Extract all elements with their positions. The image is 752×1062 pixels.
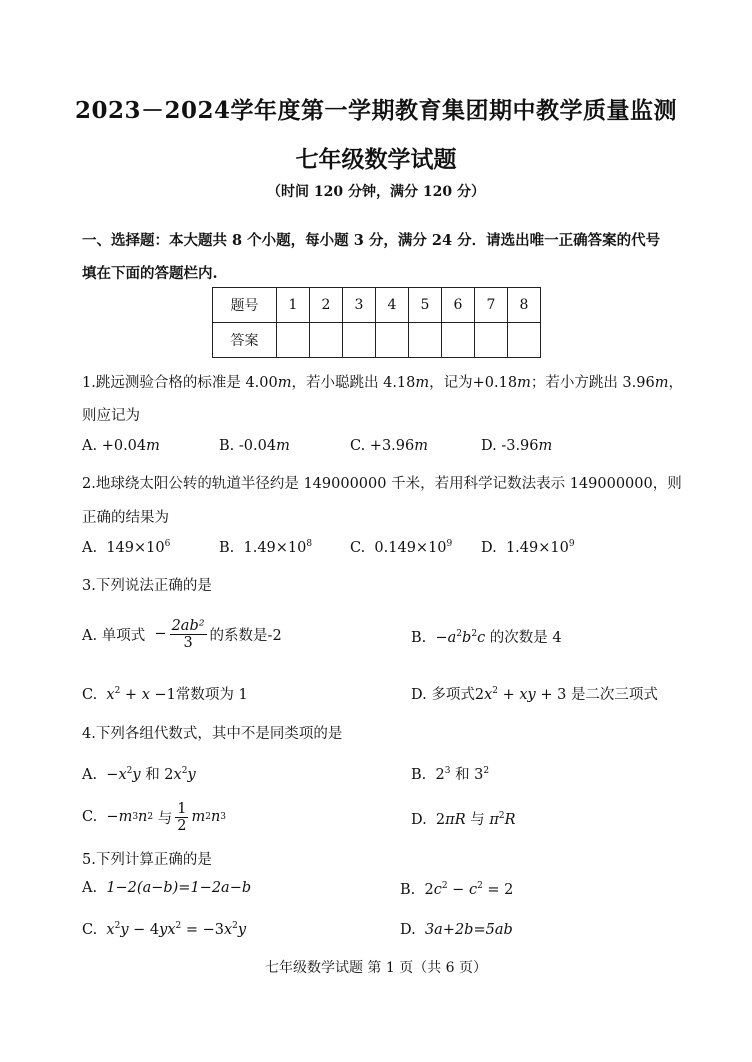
q1-option-d: D. -3.96m xyxy=(481,438,553,454)
section1-instruction-line1: 一、选择题：本大题共 8 个小题，每小题 3 分，满分 24 分．请选出唯一正确答案的代号 xyxy=(82,232,661,249)
answer-table xyxy=(212,287,541,358)
answer-table-number: 8 xyxy=(508,288,541,323)
q4-fraction: $\frac{1}{2}$ xyxy=(177,800,187,834)
answer-cell xyxy=(475,323,508,358)
q1-option-a: A. +0.04m xyxy=(82,438,160,454)
answer-table-row-number xyxy=(213,288,541,323)
answer-table-number: 6 xyxy=(442,288,475,323)
q2-option-b: B. $1.49\times 10^8$ xyxy=(219,539,313,556)
q3-option-a: A. 单项式 − $\frac{\text{2ab²}}{3}$ 的系数是-2 xyxy=(82,617,282,651)
exam-title: 2023－2024学年度第一学期教育集团期中教学质量监测 xyxy=(74,97,678,124)
answer-cell xyxy=(409,323,442,358)
q1-stem-line1: 1.跳远测验合格的标准是 4.00m，若小聪跳出 4.18m，记为+0.18m；若小方跳出 3.96m， xyxy=(82,375,683,391)
answer-cell xyxy=(343,323,376,358)
answer-cell xyxy=(442,323,475,358)
q4-option-c: C. − m 3 n 2 与 $\frac{1}{2}$ m 2 n 3 xyxy=(82,800,227,834)
page-footer: 七年级数学试题 第 1 页（共 6 页） xyxy=(264,960,488,976)
q1-option-c: C. +3.96m xyxy=(350,438,428,454)
answer-table-row-answer xyxy=(213,323,541,358)
answer-cell xyxy=(310,323,343,358)
answer-table-number: 7 xyxy=(475,288,508,323)
q4-option-a: A. $-x^2y$ 和 $2x^2y$ xyxy=(82,766,196,783)
answer-cell xyxy=(277,323,310,358)
q2-option-a: A. $149\times 10^6$ xyxy=(82,539,171,556)
q3-option-b: B. $-a^2b^2c$ 的次数是 4 xyxy=(411,629,562,646)
answer-table-number: 4 xyxy=(376,288,409,323)
q5-option-c: C. $x^2y - 4yx^2 = -3x^2y$ xyxy=(82,921,247,938)
q3-stem: 3.下列说法正确的是 xyxy=(82,578,212,594)
q5-option-b: B. $2c^2 - c^2 = 2$ xyxy=(400,881,514,898)
q4-option-b: B. $2^3$ 和 $3^2$ xyxy=(411,766,490,783)
q3-option-d: D. 多项式$2x^2$ + xy + 3 是二次三项式 xyxy=(411,686,658,703)
q2-option-d: D. $1.49\times 10^9$ xyxy=(481,539,575,556)
q5-option-a: A. 1−2(a−b)=1−2a−b xyxy=(82,880,252,896)
q1-option-b: B. -0.04m xyxy=(219,438,290,454)
section1-instruction-line2: 填在下面的答题栏内. xyxy=(82,265,218,282)
answer-table-number: 1 xyxy=(277,288,310,323)
time-note: （时间 120 分钟，满分 120 分） xyxy=(267,184,485,200)
answer-table-number: 5 xyxy=(409,288,442,323)
q4-stem: 4.下列各组代数式，其中不是同类项的是 xyxy=(82,726,343,742)
answer-cell xyxy=(508,323,541,358)
q5-option-d: D. 3a+2b=5ab xyxy=(400,922,513,938)
q4-option-d: D. 2πR 与 $\pi^2R$ xyxy=(411,811,516,828)
q3-option-c: C. $x^2 + x -1$常数项为 1 xyxy=(82,686,248,703)
q1-stem-line2: 则应记为 xyxy=(82,408,140,424)
answer-table-number: 3 xyxy=(343,288,376,323)
answer-table-number: 2 xyxy=(310,288,343,323)
q2-stem-line2: 正确的结果为 xyxy=(82,510,169,526)
exam-subtitle: 七年级数学试题 xyxy=(295,146,457,173)
answer-table-answer-label: 答案 xyxy=(213,323,277,358)
q5-stem: 5.下列计算正确的是 xyxy=(82,852,212,868)
q2-option-c: C. $0.149\times 10^9$ xyxy=(350,539,453,556)
q3-fraction: $\frac{\text{2ab²}}{3}$ xyxy=(171,617,205,651)
q2-stem-line1: 2.地球绕太阳公转的轨道半径约是 149000000 千米，若用科学记数法表示 149000000，则 xyxy=(82,476,682,492)
answer-table-number-label: 题号 xyxy=(213,288,277,323)
answer-cell xyxy=(376,323,409,358)
